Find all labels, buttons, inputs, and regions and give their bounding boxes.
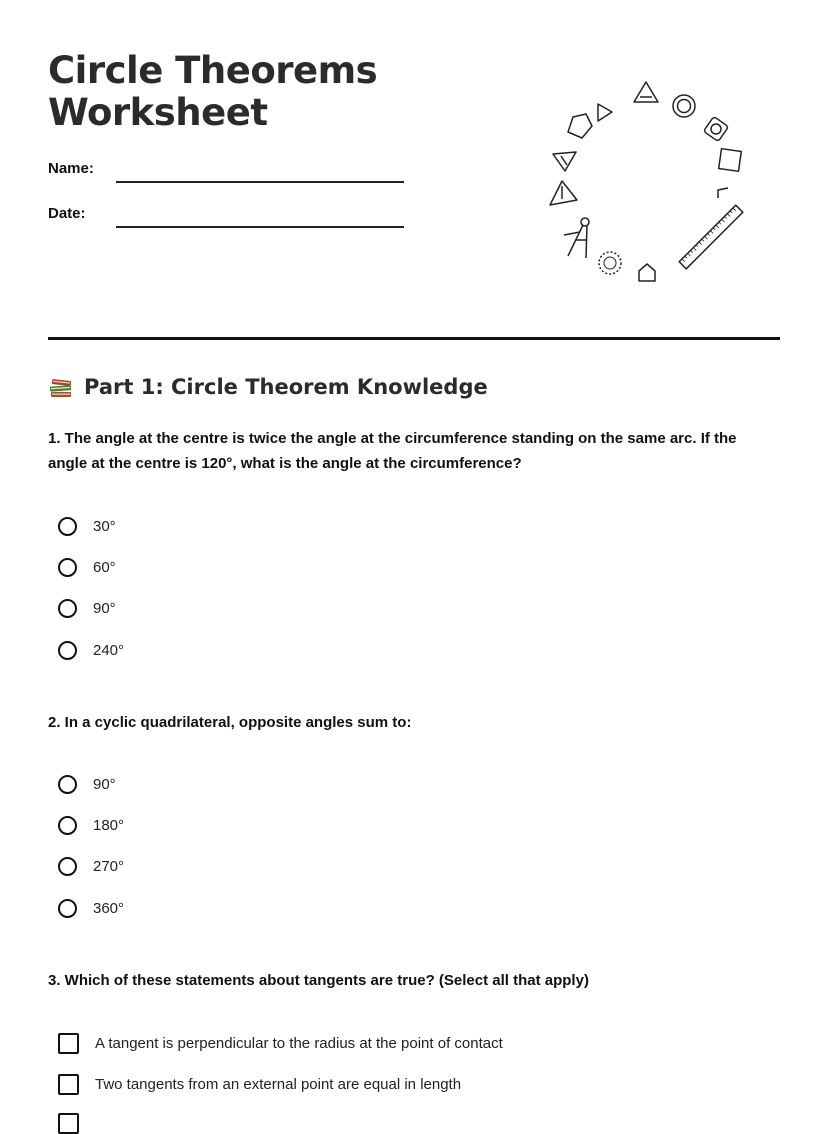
header-divider xyxy=(48,337,780,340)
option-q1-a[interactable] xyxy=(58,517,116,536)
radio-button[interactable] xyxy=(58,599,77,618)
option-q3-a[interactable] xyxy=(58,1033,503,1054)
section-title-text: Part 1: Circle Theorem Knowledge xyxy=(84,375,488,399)
compass-icon xyxy=(564,218,589,258)
page-title xyxy=(48,50,377,134)
option-q2-d[interactable] xyxy=(58,899,124,918)
ruler-icon xyxy=(679,205,743,269)
checkbox[interactable] xyxy=(58,1074,79,1095)
radio-button[interactable] xyxy=(58,816,77,835)
option-label: 90° xyxy=(93,600,116,617)
question-3: 3. Which of these statements about tangents are true? (Select all that apply) xyxy=(48,972,589,989)
house-icon xyxy=(639,264,655,281)
option-q3-c-partial[interactable] xyxy=(58,1113,95,1134)
title-line-2: Worksheet xyxy=(48,91,268,134)
triangle-left-icon xyxy=(550,181,577,205)
pentagon-icon xyxy=(568,114,592,138)
dotted-circle-icon xyxy=(599,252,621,274)
question-2: 2. In a cyclic quadrilateral, opposite angles sum to: xyxy=(48,714,412,731)
concentric-circles-icon xyxy=(673,95,695,117)
option-q3-b[interactable] xyxy=(58,1074,461,1095)
name-field[interactable] xyxy=(116,181,404,183)
title-line-1: Circle Theorems xyxy=(48,49,378,92)
option-label: 60° xyxy=(93,559,116,576)
books-icon xyxy=(48,374,74,400)
rounded-square-icon xyxy=(703,116,728,141)
radio-button[interactable] xyxy=(58,899,77,918)
option-q1-d[interactable] xyxy=(58,641,124,660)
name-label: Name: xyxy=(48,160,94,177)
square-icon xyxy=(719,149,742,172)
option-q2-b[interactable] xyxy=(58,816,124,835)
option-label: A tangent is perpendicular to the radius at the point of contact xyxy=(95,1035,503,1052)
option-q2-c[interactable] xyxy=(58,857,124,876)
checkbox[interactable] xyxy=(58,1033,79,1054)
radio-button[interactable] xyxy=(58,558,77,577)
radio-button[interactable] xyxy=(58,641,77,660)
option-label: 90° xyxy=(93,776,116,793)
option-label: 180° xyxy=(93,817,125,834)
radio-button[interactable] xyxy=(58,775,77,794)
option-q2-a[interactable] xyxy=(58,775,116,794)
triangle-right-icon xyxy=(598,104,612,121)
bracket-icon xyxy=(718,188,728,198)
date-label: Date: xyxy=(48,205,86,222)
option-label: 240° xyxy=(93,642,125,659)
question-1: 1. The angle at the centre is twice the angle at the circumference standing on the same arc. If the angle at the centre is 120°, what is the angle at the circumference? xyxy=(48,430,737,472)
option-label: 30° xyxy=(93,518,116,535)
section-heading-part-1 xyxy=(48,374,488,400)
option-label: 360° xyxy=(93,900,125,917)
radio-button[interactable] xyxy=(58,857,77,876)
option-q1-c[interactable] xyxy=(58,599,116,618)
option-label: 270° xyxy=(93,858,125,875)
checkbox[interactable] xyxy=(58,1113,79,1134)
option-q1-b[interactable] xyxy=(58,558,116,577)
radio-button[interactable] xyxy=(58,517,77,536)
option-label: Two tangents from an external point are equal in length xyxy=(95,1076,462,1093)
triangle-up-icon xyxy=(634,82,658,102)
geometry-tools-illustration xyxy=(538,74,758,294)
date-field[interactable] xyxy=(116,226,404,228)
